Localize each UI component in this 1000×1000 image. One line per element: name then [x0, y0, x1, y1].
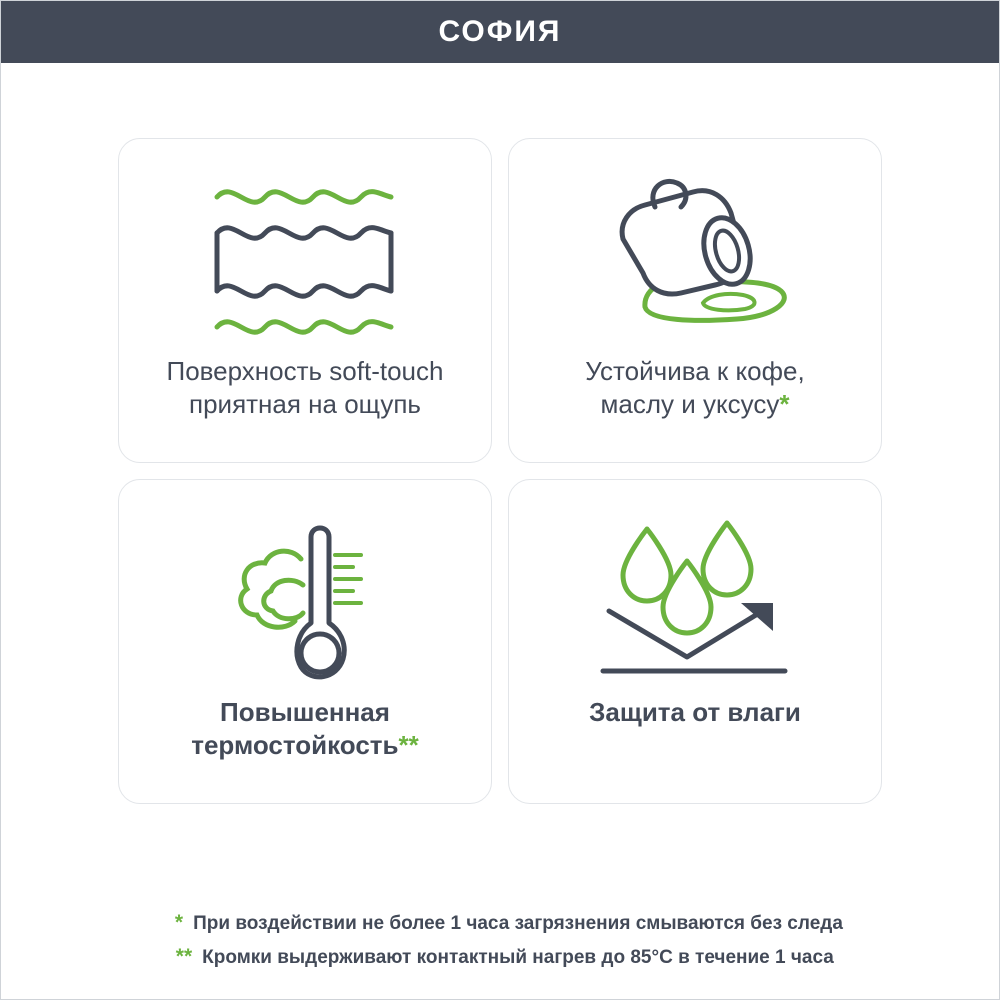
water-drops-repel-icon	[585, 506, 805, 696]
feature-label-line1: Защита от влаги	[589, 697, 801, 727]
footnote-marker-double: **	[175, 945, 193, 968]
wave-surface-icon	[205, 165, 405, 355]
footnote-marker-single: *	[174, 911, 184, 934]
header-bar	[1, 1, 999, 63]
feature-label-line2: термостойкость	[191, 730, 399, 761]
feature-label-line2: маслу и уксусу	[600, 389, 780, 420]
feature-card-label	[167, 355, 444, 422]
footnote-single-asterisk	[157, 911, 843, 935]
thermometer-heat-icon	[205, 506, 405, 696]
feature-card-soft-touch	[118, 138, 492, 463]
footnote-text: При воздействии не более 1 часа загрязнения смываются без следа	[193, 913, 843, 934]
footnotes-block	[1, 911, 999, 969]
footnote-marker: *	[779, 389, 790, 420]
feature-label-line1: Повышенная	[220, 697, 390, 727]
feature-card-grid	[118, 138, 882, 804]
feature-card-label	[585, 355, 804, 422]
feature-card-heat-resistant	[118, 479, 492, 804]
footnote-double-asterisk	[166, 945, 834, 969]
feature-card-label	[191, 696, 419, 763]
footnote-text: Кромки выдерживают контактный нагрев до 85°C в течение 1 часа	[202, 947, 834, 968]
feature-label-line1: Устойчива к кофе,	[585, 356, 805, 386]
feature-card-moisture-protection	[508, 479, 882, 804]
feature-card-stain-resistant	[508, 138, 882, 463]
feature-card-label	[589, 696, 801, 729]
page-title: СОФИЯ	[438, 15, 562, 48]
feature-label-line2: приятная на ощупь	[189, 389, 421, 420]
footnote-marker: **	[398, 730, 419, 761]
feature-label-line1: Поверхность soft-touch	[166, 356, 444, 386]
spilled-cup-icon	[585, 165, 805, 355]
